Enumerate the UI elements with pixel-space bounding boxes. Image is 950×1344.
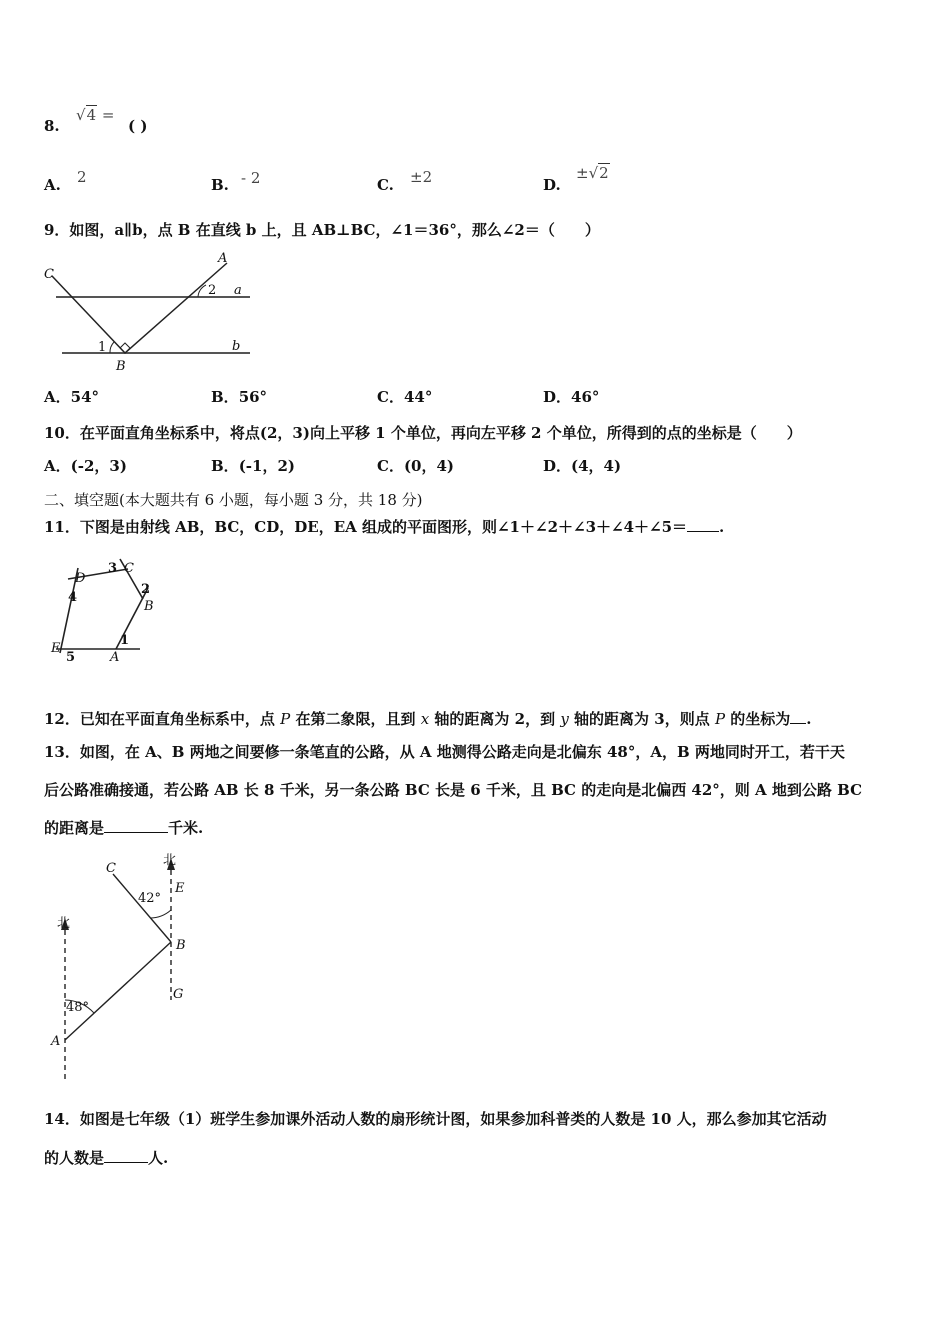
q9-figure bbox=[40, 248, 260, 376]
answer-blank[interactable] bbox=[790, 709, 806, 724]
q13-line-1: 13．如图，在 A、B 两地之间要修一条笔直的公路，从 A 地测得公路走向是北偏东 48°，A，B 两地同时开工，若干天 bbox=[44, 743, 845, 761]
ray-bc bbox=[52, 276, 125, 353]
road-bc bbox=[113, 874, 171, 942]
q12-part5: 的坐标为 bbox=[730, 710, 791, 728]
label-g: G bbox=[173, 987, 184, 1002]
q12-part2: 在第二象限，且到 bbox=[295, 710, 416, 728]
option-label: B． bbox=[211, 388, 239, 406]
label-e: E bbox=[175, 881, 185, 896]
label-line-b: b bbox=[232, 339, 241, 354]
q11-text: 11．下图是由射线 AB，BC，CD，DE，EA 组成的平面图形，则∠1＋∠2＋∠3＋∠4＋∠5＝ bbox=[44, 518, 688, 536]
var-p: P bbox=[280, 710, 291, 728]
option-value: (-1，2) bbox=[238, 457, 295, 475]
label-angle-3: 3 bbox=[108, 561, 118, 576]
option-value: (4，4) bbox=[571, 457, 622, 475]
option-label: D. bbox=[543, 176, 561, 194]
sqrt-symbol: √2 bbox=[588, 164, 609, 182]
var-p-2: P bbox=[714, 710, 726, 728]
q10-option-b[interactable] bbox=[211, 457, 295, 475]
label-e: E bbox=[51, 641, 61, 656]
label-c: C bbox=[124, 561, 134, 576]
option-label: B． bbox=[211, 457, 239, 475]
q12-part3: 轴的距离为 2，到 bbox=[434, 710, 556, 728]
q8-number: 8. bbox=[44, 117, 60, 135]
label-a: A bbox=[110, 650, 120, 665]
ray-ba bbox=[125, 263, 227, 353]
label-angle-1: 1 bbox=[120, 633, 130, 648]
answer-blank[interactable] bbox=[687, 517, 719, 532]
q8-option-b-value: - 2 bbox=[241, 169, 261, 187]
option-label: B. bbox=[211, 176, 229, 194]
label-north-top: 北 bbox=[163, 853, 177, 868]
q8-option-d[interactable] bbox=[543, 176, 561, 194]
q9-option-b[interactable] bbox=[211, 388, 267, 406]
q12-question-text bbox=[44, 709, 812, 728]
label-angle-1: 1 bbox=[98, 340, 107, 355]
q12-part1: 12．已知在平面直角坐标系中，点 bbox=[44, 710, 275, 728]
q11-tail: . bbox=[719, 518, 725, 536]
road-ab bbox=[65, 942, 171, 1040]
q12-part4: 轴的距离为 3，则点 bbox=[574, 710, 710, 728]
angle-42-arc bbox=[150, 910, 171, 918]
q13-line-2: 后公路准确接通，若公路 AB 长 8 千米，另一条公路 BC 长是 6 千米，且 BC 的走向是北偏西 42°，则 A 地到公路 BC bbox=[44, 781, 863, 799]
q8-radicand: 4 bbox=[86, 106, 97, 124]
answer-blank[interactable] bbox=[104, 818, 168, 833]
q9-option-c[interactable] bbox=[377, 388, 432, 406]
label-c: C bbox=[106, 861, 116, 876]
q9-question-text: 9．如图，a∥b，点 B 在直线 b 上，且 AB⊥BC，∠1＝36°，那么∠2＝（ ） bbox=[44, 221, 600, 239]
label-b: B bbox=[144, 599, 154, 614]
label-d: D bbox=[75, 571, 86, 586]
answer-blank[interactable] bbox=[104, 1148, 148, 1163]
label-b: B bbox=[176, 938, 186, 953]
option-value: 44° bbox=[403, 388, 433, 406]
label-line-a: a bbox=[234, 283, 242, 298]
label-angle-4: 4 bbox=[68, 590, 78, 605]
q8-option-b[interactable] bbox=[211, 176, 229, 194]
sqrt-symbol: √4 bbox=[76, 106, 97, 124]
right-angle-mark bbox=[120, 343, 130, 353]
option-label: A． bbox=[44, 388, 71, 406]
q8-equals: = bbox=[101, 106, 115, 124]
label-angle-2: 2 bbox=[208, 283, 217, 298]
option-label: C. bbox=[377, 176, 394, 194]
label-angle-5: 5 bbox=[66, 650, 76, 665]
q9-option-d[interactable] bbox=[543, 388, 599, 406]
option-value: 56° bbox=[238, 388, 268, 406]
label-angle-2: 2 bbox=[141, 582, 151, 597]
q8-expression bbox=[76, 106, 114, 124]
var-y: y bbox=[560, 710, 569, 728]
option-label: C． bbox=[377, 457, 404, 475]
q13-line-3a: 的距离是 bbox=[44, 819, 105, 837]
option-value: 46° bbox=[571, 388, 600, 406]
option-label: D． bbox=[543, 388, 572, 406]
q8-option-a[interactable] bbox=[44, 176, 61, 194]
option-label: C． bbox=[377, 388, 404, 406]
label-a-point: A bbox=[218, 251, 228, 266]
angle-1-arc bbox=[110, 342, 114, 353]
option-value: (0，4) bbox=[403, 457, 455, 475]
q14-line-2 bbox=[44, 1148, 168, 1167]
q11-figure bbox=[48, 553, 163, 671]
q8-option-c[interactable] bbox=[377, 176, 394, 194]
q14-line-2b: 人. bbox=[148, 1149, 169, 1167]
q10-option-a[interactable] bbox=[44, 457, 127, 475]
label-c: C bbox=[44, 267, 54, 282]
q14-line-1: 14．如图是七年级（1）班学生参加课外活动人数的扇形统计图，如果参加科普类的人数是 10 人，那么参加其它活动 bbox=[44, 1110, 827, 1128]
option-value: (-2，3) bbox=[70, 457, 127, 475]
q8-option-d-value bbox=[576, 164, 610, 182]
q10-option-c[interactable] bbox=[377, 457, 454, 475]
q12-tail: . bbox=[806, 710, 812, 728]
plus-minus: ± bbox=[576, 164, 589, 182]
label-north-left: 北 bbox=[57, 916, 71, 931]
q13-line-3b: 千米. bbox=[168, 819, 204, 837]
q13-line-3 bbox=[44, 818, 203, 837]
q8-option-a-value: 2 bbox=[77, 168, 87, 186]
q8-paren: ( ) bbox=[128, 117, 148, 135]
q10-option-d[interactable] bbox=[543, 457, 621, 475]
option-label: D． bbox=[543, 457, 572, 475]
q14-line-2a: 的人数是 bbox=[44, 1149, 105, 1167]
label-angle-42: 42° bbox=[138, 891, 162, 906]
q10-question-text: 10．在平面直角坐标系中，将点(2，3)向上平移 1 个单位，再向左平移 2 个单位，所得到的点的坐标是（ ） bbox=[44, 424, 802, 442]
var-x: x bbox=[420, 710, 430, 728]
q9-option-a[interactable] bbox=[44, 388, 99, 406]
section-heading: 二、填空题(本大题共有 6 小题，每小题 3 分，共 18 分) bbox=[44, 491, 423, 509]
q13-figure bbox=[44, 848, 214, 1082]
q11-question-text bbox=[44, 517, 724, 536]
q8-option-d-radicand: 2 bbox=[599, 164, 609, 182]
q8-option-c-value: ±2 bbox=[410, 168, 433, 186]
label-b: B bbox=[116, 359, 126, 374]
option-label: A． bbox=[44, 457, 71, 475]
label-angle-48: 48° bbox=[66, 1000, 90, 1015]
label-a: A bbox=[51, 1034, 61, 1049]
option-label: A. bbox=[44, 176, 61, 194]
option-value: 54° bbox=[70, 388, 100, 406]
